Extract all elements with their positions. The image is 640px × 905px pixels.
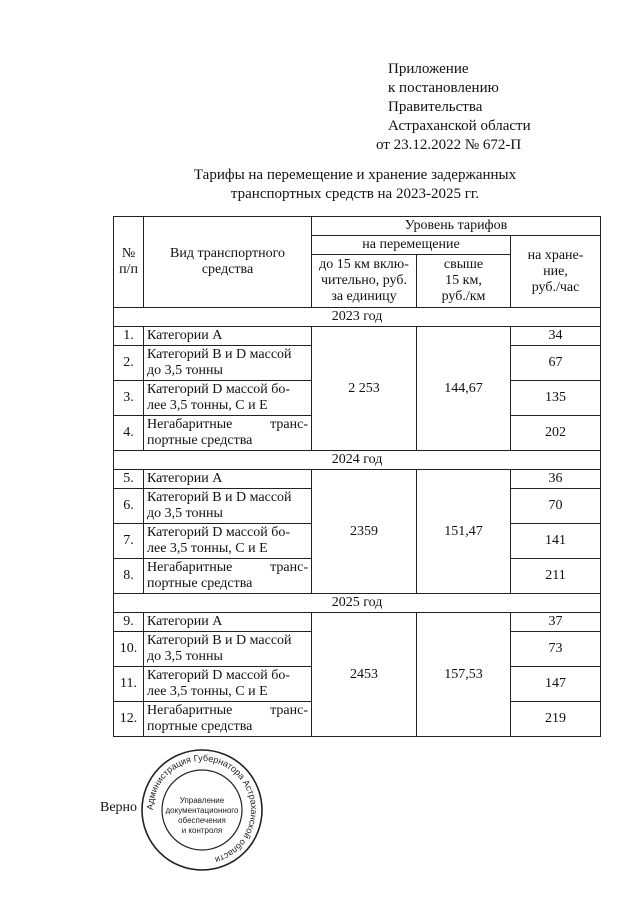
tariff-storage: 67 — [511, 346, 601, 381]
row-number: 3. — [114, 381, 144, 416]
vehicle-type: Категории А — [144, 327, 312, 346]
appendix-line: Астраханской области — [388, 118, 531, 134]
year-header: 2024 год — [114, 451, 601, 470]
vehicle-type: Категорий D массой бо- лее 3,5 тонны, С и Е — [144, 667, 312, 702]
tariff-storage: 211 — [511, 559, 601, 594]
header-upto-15km: до 15 км вклю- чительно, руб. за единицу — [312, 255, 417, 308]
vehicle-type: Негабаритные транс- портные средства — [144, 702, 312, 737]
appendix-line: Правительства — [388, 99, 483, 115]
header-vehicle-type: Вид транспортного средства — [144, 217, 312, 308]
document-title — [0, 166, 640, 204]
title-line: транспортных средств на 2023-2025 гг. — [230, 186, 480, 202]
tariff-over-15km: 151,47 — [417, 470, 511, 594]
row-number: 11. — [114, 667, 144, 702]
tariff-storage: 37 — [511, 613, 601, 632]
appendix-line: Приложение — [388, 61, 469, 77]
row-number: 8. — [114, 559, 144, 594]
row-number: 10. — [114, 632, 144, 667]
vehicle-type: Категории А — [144, 470, 312, 489]
row-number: 7. — [114, 524, 144, 559]
tariff-storage: 202 — [511, 416, 601, 451]
header-movement: на перемещение — [312, 236, 511, 255]
tariff-storage: 36 — [511, 470, 601, 489]
row-number: 6. — [114, 489, 144, 524]
row-number: 4. — [114, 416, 144, 451]
vehicle-type: Категорий В и D массой до 3,5 тонны — [144, 489, 312, 524]
tariff-upto-15km: 2359 — [312, 470, 417, 594]
header-over-15km: свыше 15 км, руб./км — [417, 255, 511, 308]
tariff-storage: 34 — [511, 327, 601, 346]
stamp-center-text: Управление документационного обеспечения и контроля — [165, 796, 239, 835]
row-number: 9. — [114, 613, 144, 632]
vehicle-type: Категорий D массой бо- лее 3,5 тонны, С и Е — [144, 381, 312, 416]
vehicle-type: Категорий В и D массой до 3,5 тонны — [144, 632, 312, 667]
vehicle-type: Негабаритные транс- портные средства — [144, 559, 312, 594]
header-tariff-level: Уровень тарифов — [312, 217, 601, 236]
appendix-date-line: от 23.12.2022 № 672-П — [376, 137, 522, 153]
row-number: 1. — [114, 327, 144, 346]
header-num: № п/п — [114, 217, 144, 308]
tariff-storage: 141 — [511, 524, 601, 559]
appendix-block — [376, 60, 531, 155]
tariff-storage: 135 — [511, 381, 601, 416]
vehicle-type: Категории А — [144, 613, 312, 632]
tariff-over-15km: 157,53 — [417, 613, 511, 737]
year-header: 2025 год — [114, 594, 601, 613]
row-number: 12. — [114, 702, 144, 737]
vehicle-type: Категорий D массой бо- лее 3,5 тонны, С и Е — [144, 524, 312, 559]
tariff-storage: 70 — [511, 489, 601, 524]
appendix-line: к постановлению — [388, 80, 499, 96]
tariff-storage: 219 — [511, 702, 601, 737]
verified-label: Верно — [100, 800, 138, 815]
row-number: 5. — [114, 470, 144, 489]
tariff-storage: 147 — [511, 667, 601, 702]
vehicle-type: Негабаритные транс- портные средства — [144, 416, 312, 451]
stamp-ring-text: Администрация Губернатора Астраханской области — [144, 752, 260, 866]
header-storage: на хране- ние, руб./час — [511, 236, 601, 308]
vehicle-type: Категорий В и D массой до 3,5 тонны — [144, 346, 312, 381]
tariffs-table — [113, 216, 601, 737]
title-line: Тарифы на перемещение и хранение задержанных — [193, 167, 517, 183]
tariff-storage: 73 — [511, 632, 601, 667]
row-number: 2. — [114, 346, 144, 381]
tariff-over-15km: 144,67 — [417, 327, 511, 451]
tariff-upto-15km: 2453 — [312, 613, 417, 737]
year-header: 2023 год — [114, 308, 601, 327]
tariff-upto-15km: 2 253 — [312, 327, 417, 451]
